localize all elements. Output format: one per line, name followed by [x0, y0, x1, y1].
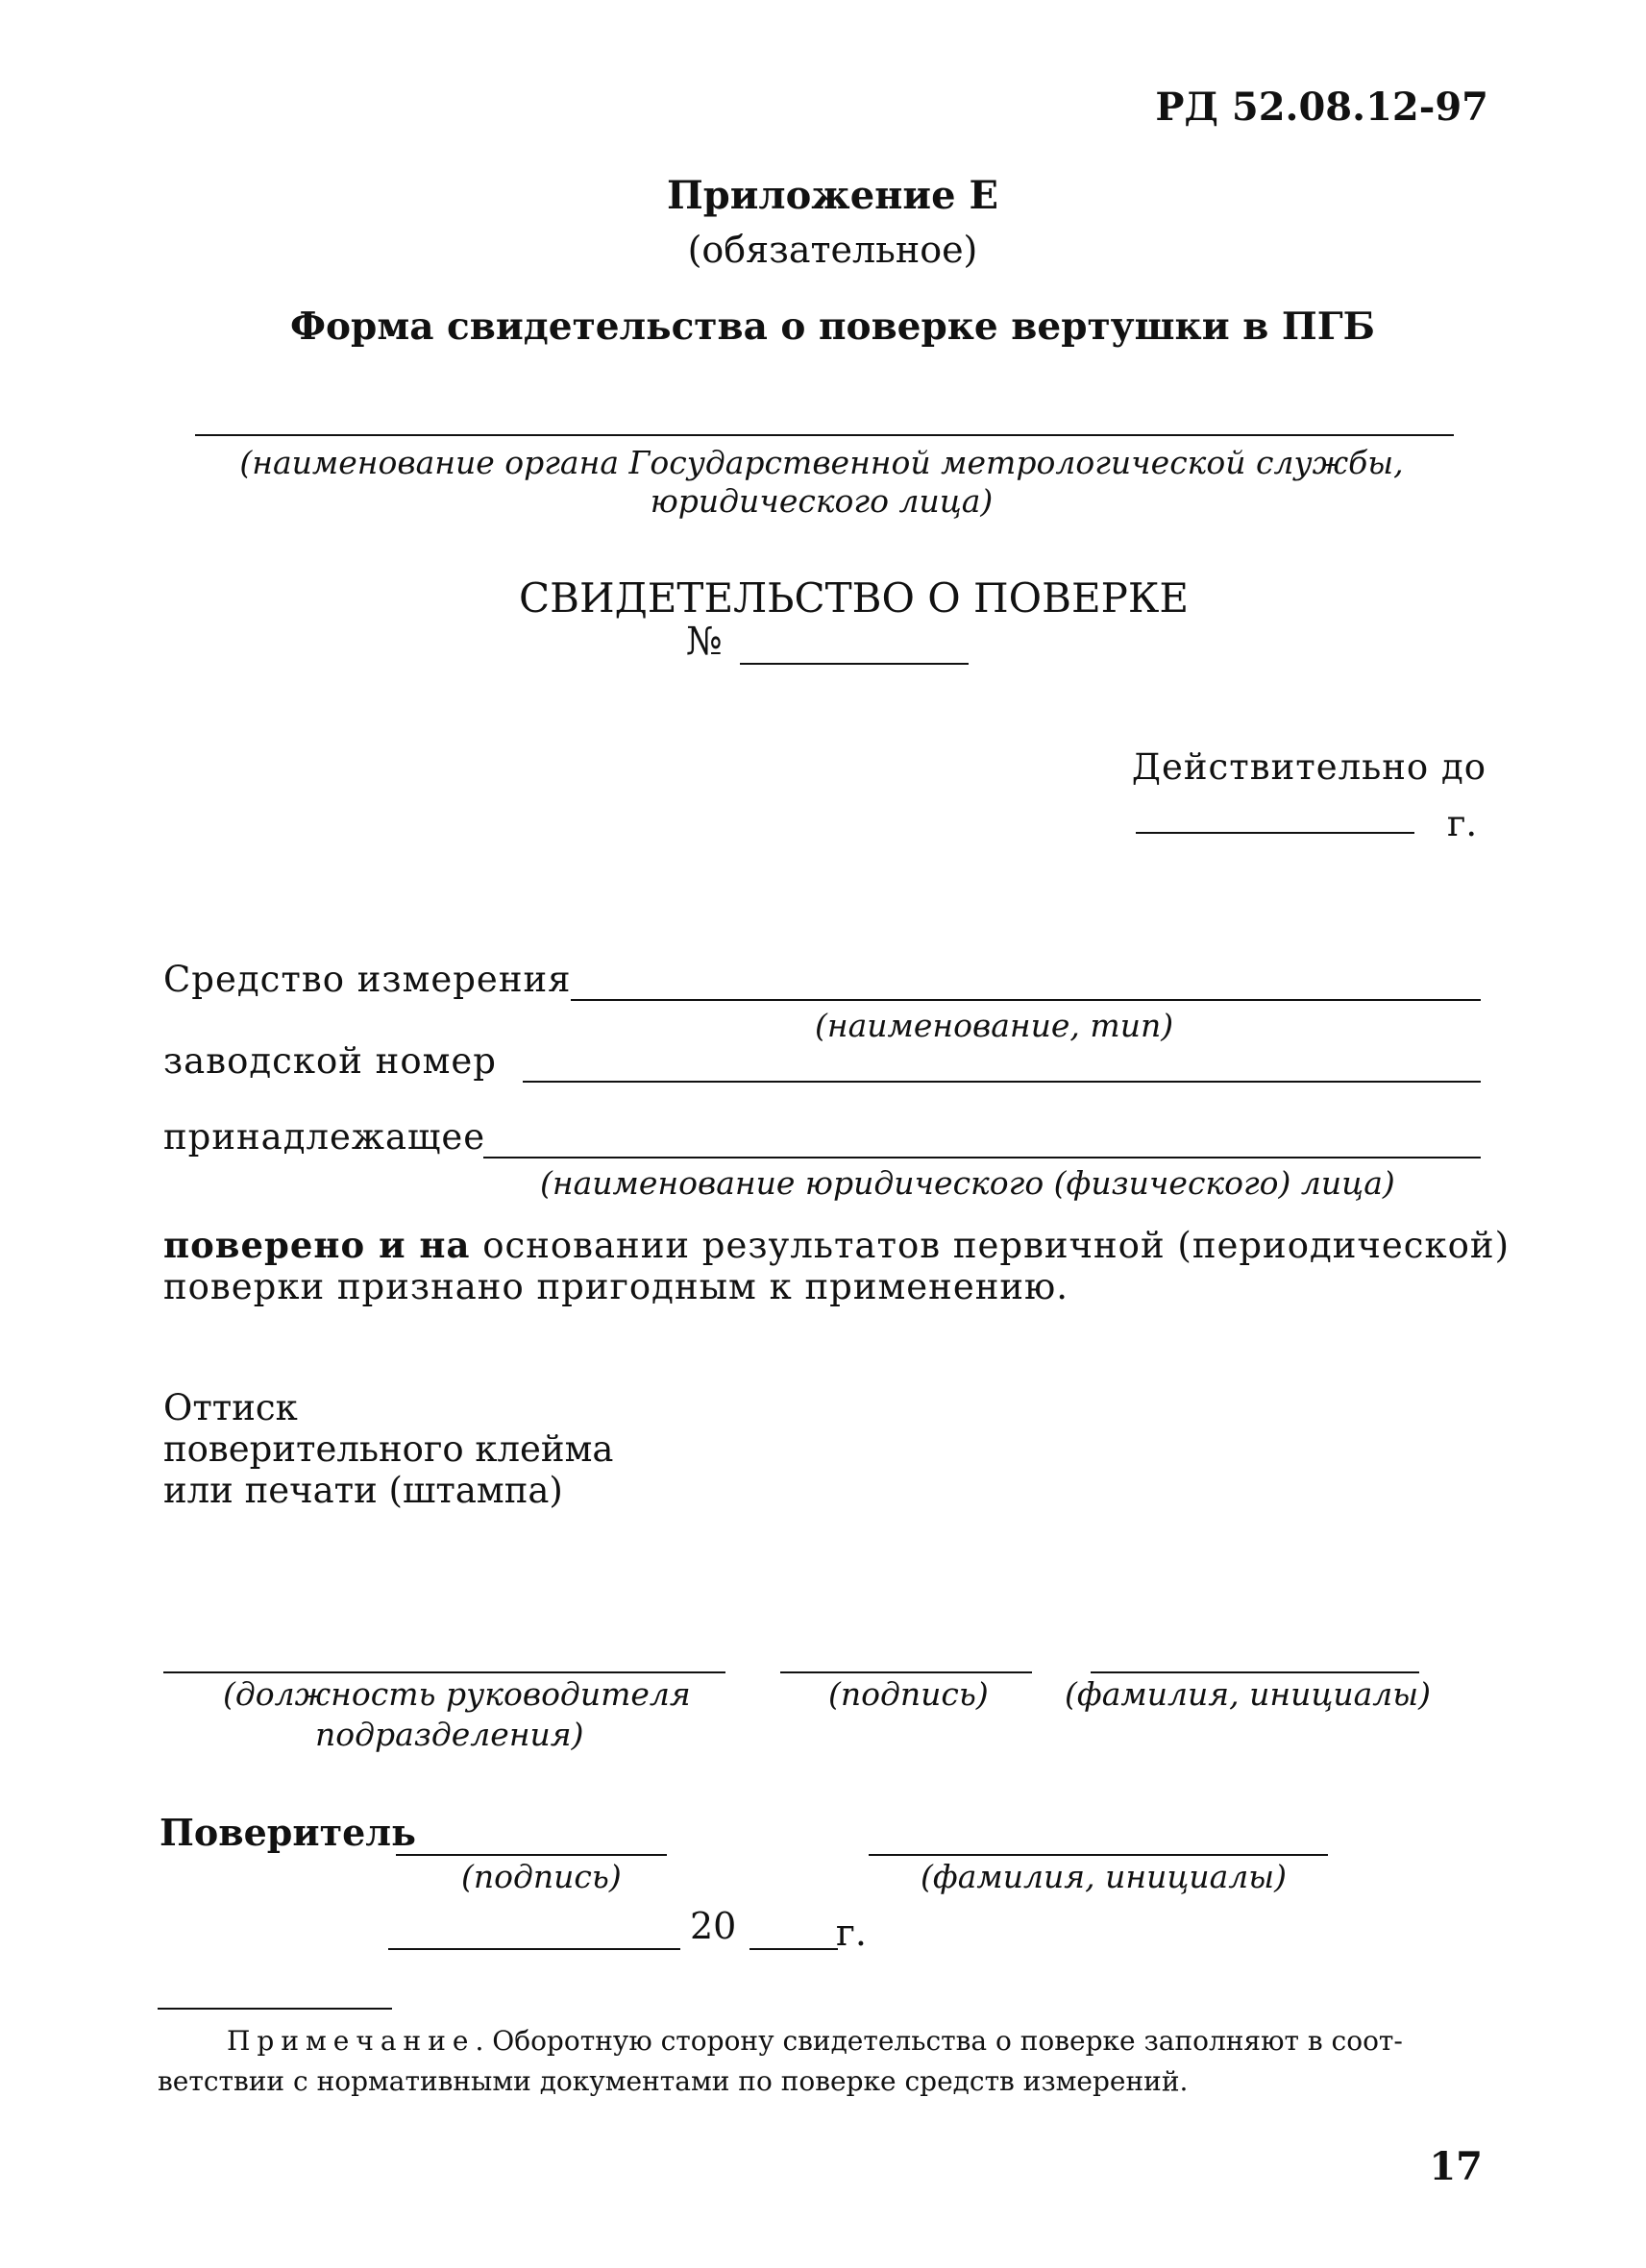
head-name-caption: (фамилия, инициалы) [1065, 1675, 1432, 1713]
organization-caption-1: (наименование органа Государственной метрологической службы, [239, 444, 1404, 481]
note-label: Примечание [227, 2025, 476, 2057]
head-position-caption-2: подразделения) [315, 1716, 584, 1753]
validity-label: Действительно до [1131, 746, 1486, 788]
certificate-title: СВИДЕТЕЛЬСТВО О ПОВЕРКЕ [519, 574, 1190, 622]
verifier-label: Поверитель [160, 1811, 416, 1854]
certificate-number-field [740, 663, 969, 665]
verifier-signature-field [396, 1854, 667, 1856]
verdict-line-1-rest: основании результатов первичной (периодической) [470, 1225, 1511, 1266]
certificate-number-sign: № [686, 620, 723, 664]
verifier-year-suffix: г. [836, 1912, 867, 1954]
validity-date-field [1136, 832, 1414, 834]
document-code: РД 52.08.12-97 [1155, 85, 1488, 130]
verifier-signature-caption: (подпись) [461, 1858, 622, 1895]
verifier-year-field [749, 1948, 838, 1950]
head-position-field [163, 1671, 725, 1673]
stamp-label-2: поверительного клейма [163, 1428, 614, 1470]
appendix-status: (обязательное) [687, 229, 978, 271]
validity-year-suffix: г. [1447, 803, 1478, 844]
instrument-label: Средство измерения [163, 959, 572, 1000]
verifier-date-day-month-field [388, 1948, 680, 1950]
head-signature-field [780, 1671, 1032, 1673]
instrument-field [571, 999, 1481, 1001]
verifier-name-caption: (фамилия, инициалы) [921, 1858, 1288, 1895]
head-name-field [1091, 1671, 1419, 1673]
verifier-year-prefix: 20 [690, 1905, 737, 1947]
verdict-line-1-bold: поверено и на [163, 1224, 471, 1266]
stamp-label-3: или печати (штампа) [163, 1470, 563, 1511]
organization-caption-2: юридического лица) [650, 482, 994, 520]
serial-number-label: заводской номер [163, 1040, 497, 1082]
note-text-1: . Оборотную сторону свидетельства о поверке заполняют в соот- [475, 2025, 1403, 2057]
page-number: 17 [1429, 2144, 1483, 2189]
owner-caption: (наименование юридического (физического) лица) [540, 1164, 1395, 1202]
footnote-separator [158, 2008, 392, 2010]
instrument-caption: (наименование, тип) [815, 1007, 1174, 1044]
verdict-line-1 [163, 1224, 1510, 1266]
verifier-name-field [869, 1854, 1328, 1856]
organization-line [195, 434, 1454, 436]
owner-field [483, 1157, 1481, 1158]
verdict-line-2: поверки признано пригодным к применению. [163, 1266, 1069, 1307]
stamp-label-1: Оттиск [163, 1387, 298, 1428]
serial-number-field [523, 1081, 1481, 1083]
head-signature-caption: (подпись) [828, 1675, 989, 1713]
note-line-2: ветствии с нормативными документами по поверке средств измерений. [158, 2065, 1189, 2097]
appendix-title: Приложение Е [667, 173, 998, 218]
note-line-1 [227, 2025, 1403, 2057]
head-position-caption-1: (должность руководителя [223, 1675, 691, 1713]
owner-label: принадлежащее [163, 1116, 486, 1158]
form-title: Форма свидетельства о поверке вертушки в ПГБ [290, 305, 1375, 349]
